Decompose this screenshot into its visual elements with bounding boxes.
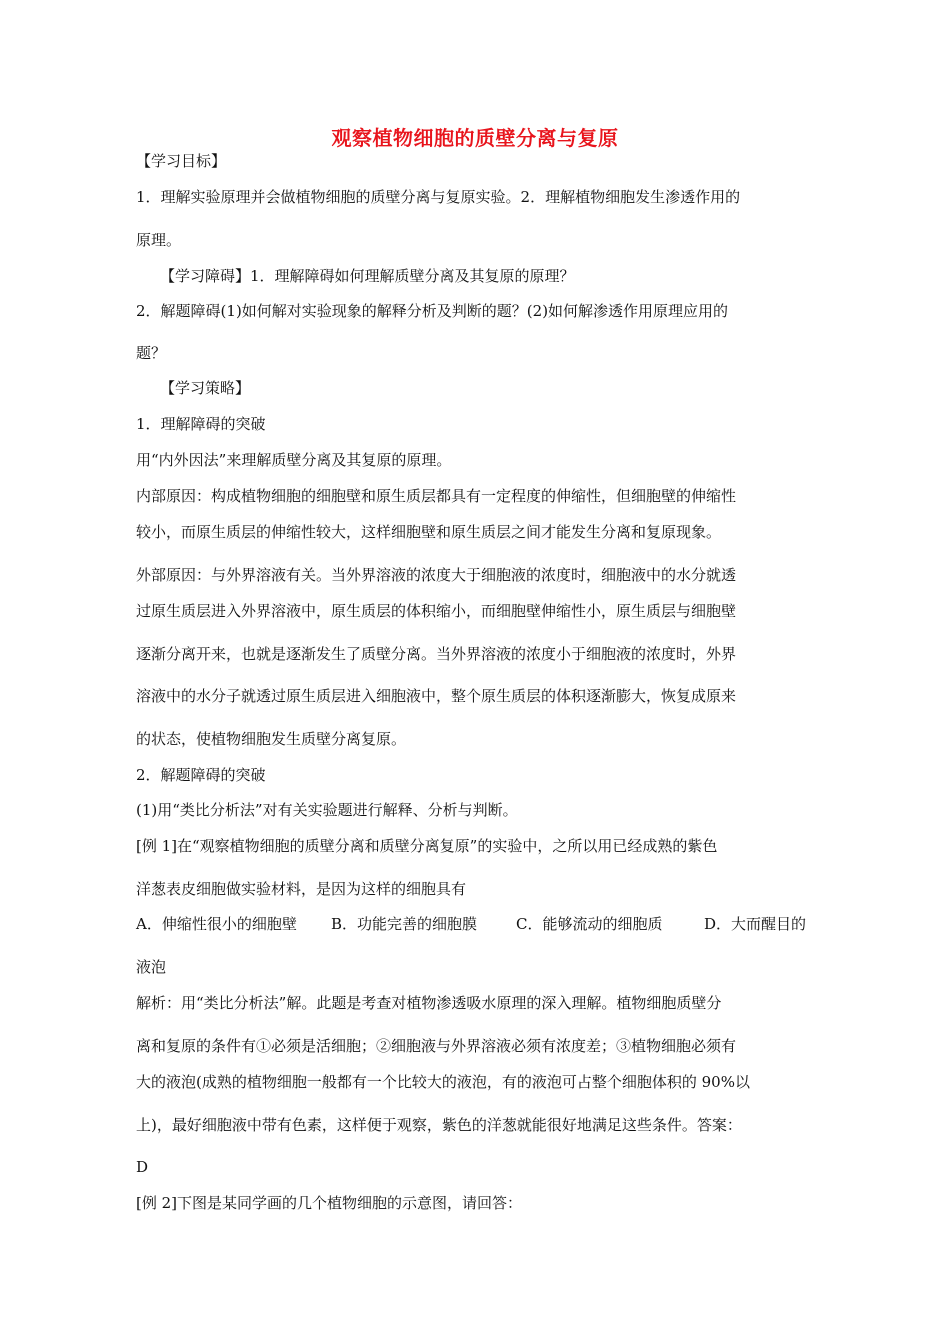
paragraph-line: 内部原因：构成植物细胞的细胞壁和原生质层都具有一定程度的伸缩性，但细胞壁的伸缩性 [136, 487, 737, 505]
paragraph-line: 外部原因：与外界溶液有关。当外界溶液的浓度大于细胞液的浓度时，细胞液中的水分就透 [136, 566, 737, 584]
paragraph-line: [例 2]下图是某同学画的几个植物细胞的示意图，请回答： [136, 1194, 523, 1212]
paragraph-line: 液泡 [136, 958, 167, 976]
paragraph-line: 2．解题障碍(1)如何解对实验现象的解释分析及判断的题？(2)如何解渗透作用原理应用的 [136, 302, 729, 320]
paragraph-line: 用“内外因法”来理解质壁分离及其复原的原理。 [136, 451, 452, 469]
paragraph-line: 的状态，使植物细胞发生质壁分离复原。 [136, 730, 407, 748]
paragraph-line: 大的液泡(成熟的植物细胞一般都有一个比较大的液泡，有的液泡可占整个细胞体积的 90%以 [136, 1073, 750, 1091]
paragraph-line: 溶液中的水分子就透过原生质层进入细胞液中，整个原生质层的体积逐渐膨大，恢复成原来 [136, 687, 737, 705]
document-title: 观察植物细胞的质壁分离与复原 [331, 126, 619, 150]
paragraph-line: 离和复原的条件有①必须是活细胞；②细胞液与外界溶液必须有浓度差；③植物细胞必须有 [136, 1037, 737, 1055]
paragraph-line: 1．理解实验原理并会做植物细胞的质壁分离与复原实验。2．理解植物细胞发生渗透作用的 [136, 188, 741, 206]
paragraph-line: 题？ [136, 344, 167, 362]
option-c: C．能够流动的细胞质 [516, 915, 663, 933]
paragraph-line: 原理。 [136, 231, 182, 249]
paragraph-line: 上)，最好细胞液中带有色素，这样便于观察，紫色的洋葱就能很好地满足这些条件。答案： [136, 1116, 742, 1134]
option-d: D．大而醒目的 [704, 915, 807, 933]
section-heading-strategy: 【学习策略】 [160, 379, 251, 397]
paragraph-line: 2．解题障碍的突破 [136, 766, 266, 784]
paragraph-line: 洋葱表皮细胞做实验材料，是因为这样的细胞具有 [136, 880, 467, 898]
paragraph-line: (1)用“类比分析法”对有关实验题进行解释、分析与判断。 [136, 801, 518, 819]
paragraph-line: [例 1]在“观察植物细胞的质壁分离和质壁分离复原”的实验中，之所以用已经成熟的紫色 [136, 837, 718, 855]
paragraph-line: 1．理解障碍的突破 [136, 415, 266, 433]
answer-line: D [136, 1158, 149, 1176]
option-a: A．伸缩性很小的细胞壁 [136, 915, 297, 933]
paragraph-line: 过原生质层进入外界溶液中，原生质层的体积缩小，而细胞壁伸缩性小，原生质层与细胞壁 [136, 602, 737, 620]
paragraph-line: 较小，而原生质层的伸缩性较大，这样细胞壁和原生质层之间才能发生分离和复原现象。 [136, 523, 722, 541]
section-heading-obstacles: 【学习障碍】1．理解障碍如何理解质壁分离及其复原的原理？ [160, 267, 575, 285]
section-heading-goals: 【学习目标】 [136, 152, 227, 170]
paragraph-line: 逐渐分离开来，也就是逐渐发生了质壁分离。当外界溶液的浓度小于细胞液的浓度时，外界 [136, 645, 737, 663]
paragraph-line: 解析：用“类比分析法”解。此题是考查对植物渗透吸水原理的深入理解。植物细胞质壁分 [136, 994, 722, 1012]
option-b: B．功能完善的细胞膜 [331, 915, 478, 933]
